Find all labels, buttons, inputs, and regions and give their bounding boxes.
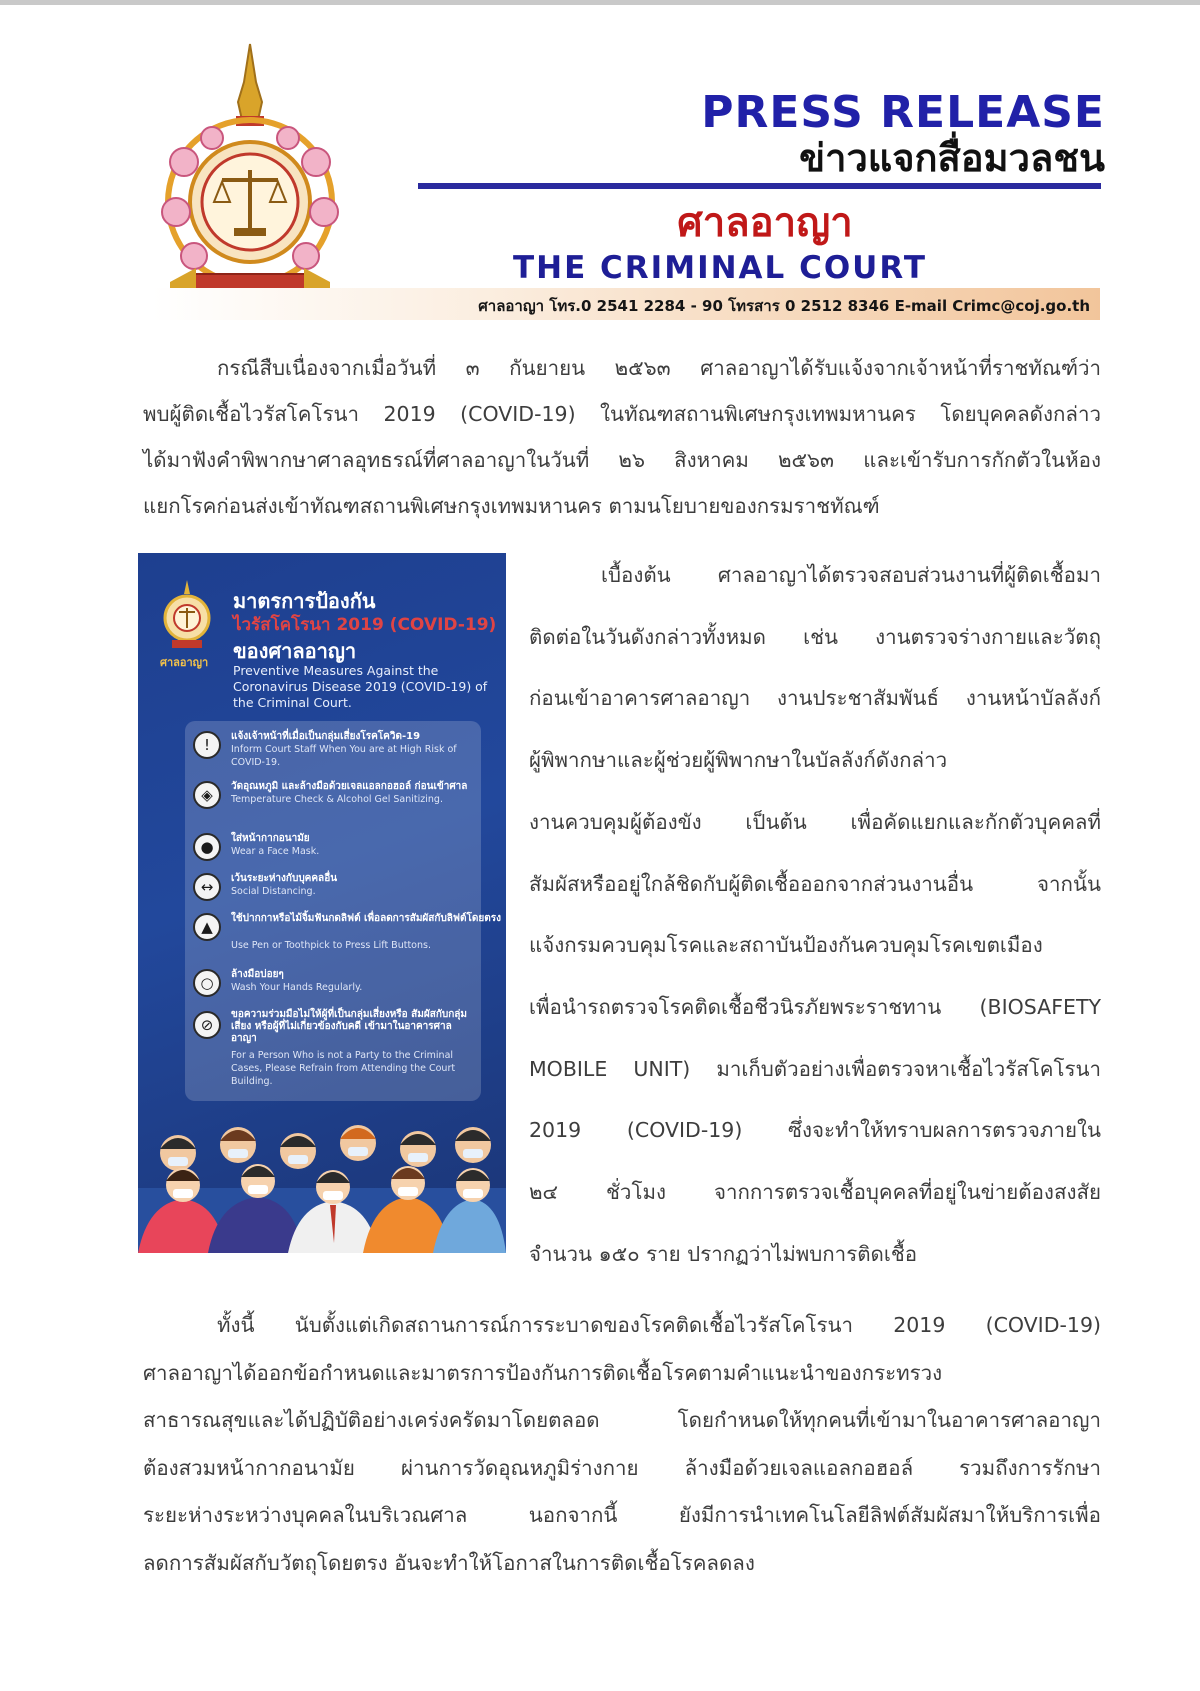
paragraph-line: 2019 (COVID-19) ซึ่งจะทำให้ทราบผลการตรวจภายใน <box>529 1118 1101 1143</box>
paragraph-line: กรณีสืบเนื่องจากเมื่อวันที่ ๓ กันยายน ๒๕๖๓ ศาลอาญาได้รับแจ้งจากเจ้าหน้าที่ราชทัณฑ์ว่า <box>217 356 1101 380</box>
court-emblem-icon <box>150 42 350 322</box>
paragraph-line: สัมผัสหรืออยู่ใกล้ชิดกับผู้ติดเชื้อออกจากส่วนงานอื่น จากนั้น <box>529 871 1101 896</box>
paragraph-line: ก่อนเข้าอาคารศาลอาญา งานประชาสัมพันธ์ งานหน้าบัลลังก์ <box>529 686 1101 711</box>
contact-info: ศาลอาญา โทร.0 2541 2284 - 90 โทรสาร 0 2512 8346 E-mail Crimc@coj.go.th <box>478 297 1090 315</box>
measure-thai: ขอความร่วมมือไม่ให้ผู้ที่เป็นกลุ่มเสี่ยงหรือ สัมผัสกับกลุ่มเสี่ยง หรือผู้ที่ไม่เกี่ยวข้องกับคดี เข้ามาในอาคารศาลอาญา <box>231 1009 468 1044</box>
measure-english: Wash Your Hands Regularly. <box>231 982 363 993</box>
measure-english: Inform Court Staff When You are at High Risk of COVID-19. <box>231 744 457 768</box>
social-distance-icon: ↔ <box>193 873 221 901</box>
paragraph-line: เบื้องต้น ศาลอาญาได้ตรวจสอบส่วนงานที่ผู้ติดเชื้อมา <box>601 563 1101 587</box>
paragraph-line: ต้องสวมหน้ากากอนามัย ผ่านการวัดอุณหภูมิร่างกาย ล้างมือด้วยเจลแอลกอฮอล์ รวมถึงการรักษา <box>143 1455 1101 1480</box>
paragraph-1 <box>143 345 1101 529</box>
measure-thai: เว้นระยะห่างกับบุคคลอื่น <box>231 873 338 884</box>
paragraph-line: งานควบคุมผู้ต้องขัง เป็นต้น เพื่อคัดแยกและกักตัวบุคคลที่ <box>529 809 1101 834</box>
paragraph-line: จำนวน ๑๕๐ ราย ปรากฏว่าไม่พบการติดเชื้อ <box>529 1241 918 1266</box>
paragraph-line: ได้มาฟังคำพิพากษาศาลอุทธรณ์ที่ศาลอาญาในวันที่ ๒๖ สิงหาคม ๒๕๖๓ และเข้ารับการกักตัวในห้อง <box>143 448 1101 472</box>
elevator-button-icon: ▲ <box>193 913 221 941</box>
court-name-thai: ศาลอาญา <box>677 200 853 246</box>
thermometer-icon: ◈ <box>193 781 221 809</box>
top-border <box>0 0 1200 5</box>
paragraph-line: แยกโรคก่อนส่งเข้าทัณฑสถานพิเศษกรุงเทพมหานคร ตามนโยบายของกรมราชทัณฑ์ <box>143 494 880 518</box>
paragraph-2 <box>529 545 1101 1285</box>
court-name-english: THE CRIMINAL COURT <box>513 250 927 286</box>
measure-english: Wear a Face Mask. <box>231 846 320 857</box>
poster-title-line-3: ของศาลอาญา <box>233 639 357 663</box>
paragraph-line: เพื่อนำรถตรวจโรคติดเชื้อชีวนิรภัยพระราชทาน (BIOSAFETY <box>529 994 1101 1019</box>
paragraph-line: ๒๔ ชั่วโมง จากการตรวจเชื้อบุคคลที่อยู่ในข่ายต้องสงสัย <box>529 1180 1101 1205</box>
measure-thai: ล้างมือบ่อยๆ <box>231 969 284 980</box>
paragraph-3 <box>143 1302 1101 1587</box>
paragraph-line: MOBILE UNIT) มาเก็บตัวอย่างเพื่อตรวจหาเชื้อไวรัสโคโรนา <box>529 1056 1101 1081</box>
poster-measures-list <box>185 721 501 1101</box>
measure-english: Temperature Check & Alcohol Gel Sanitizing. <box>231 794 443 805</box>
poster-emblem-caption: ศาลอาญา <box>160 656 209 669</box>
prevention-poster <box>138 553 506 1253</box>
poster-title-line-2: ไวรัสโคโรนา 2019 (COVID-19) <box>233 615 497 635</box>
measure-english: Use Pen or Toothpick to Press Lift Buttons. <box>231 940 431 951</box>
measure-thai: ใช้ปากกาหรือไม้จิ้มฟันกดลิฟต์ เพื่อลดการสัมผัสกับลิฟต์โดยตรง <box>231 913 501 924</box>
warning-icon: ! <box>193 731 221 759</box>
press-release-title: PRESS RELEASE <box>701 87 1105 138</box>
paragraph-line: แจ้งกรมควบคุมโรคและสถาบันป้องกันควบคุมโรคเขตเมือง <box>529 933 1043 958</box>
paragraph-line: สาธารณสุขและได้ปฏิบัติอย่างเคร่งครัดมาโดยตลอด โดยกำหนดให้ทุกคนที่เข้ามาในอาคารศาลอาญา <box>143 1408 1101 1432</box>
paragraph-line: ผู้พิพากษาและผู้ช่วยผู้พิพากษาในบัลลังก์ดังกล่าว <box>529 748 948 773</box>
no-entry-icon: ⊘ <box>193 1011 221 1039</box>
measure-thai: วัดอุณหภูมิ และล้างมือด้วยเจลแอลกอฮอล์ ก่อนเข้าศาล <box>231 781 468 792</box>
press-release-title-thai: ข่าวแจกสื่อมวลชน <box>799 136 1105 180</box>
paragraph-line: ติดต่อในวันดังกล่าวทั้งหมด เช่น งานตรวจร่างกายและวัตถุ <box>529 624 1101 649</box>
crowd-illustration <box>138 1093 506 1253</box>
measure-english: For a Person Who is not a Party to the Criminal Cases, Please Refrain from Attending the Court Building. <box>231 1050 456 1087</box>
contact-band <box>152 288 1100 320</box>
court-emblem-icon <box>158 580 216 650</box>
measure-thai: ใส่หน้ากากอนามัย <box>231 833 310 844</box>
paragraph-line: พบผู้ติดเชื้อไวรัสโคโรนา 2019 (COVID-19) ในทัณฑสถานพิเศษกรุงเทพมหานคร โดยบุคคลดังกล่าว <box>143 402 1101 426</box>
poster-title-line-1: มาตรการป้องกัน <box>233 589 376 613</box>
paragraph-line: ลดการสัมผัสกับวัตถุโดยตรง อันจะทำให้โอกาสในการติดเชื้อโรคลดลง <box>143 1550 755 1575</box>
poster-title-english: Preventive Measures Against the Coronavirus Disease 2019 (COVID-19) of the Criminal Court. <box>233 663 488 710</box>
paragraph-line: ทั้งนี้ นับตั้งแต่เกิดสถานการณ์การระบาดของโรคติดเชื้อไวรัสโคโรนา 2019 (COVID-19) <box>217 1313 1101 1337</box>
paragraph-line: ศาลอาญาได้ออกข้อกำหนดและมาตรการป้องกันการติดเชื้อโรคตามคำแนะนำของกระทรวง <box>143 1360 943 1385</box>
face-mask-icon: ● <box>193 833 221 861</box>
measure-thai: แจ้งเจ้าหน้าที่เมื่อเป็นกลุ่มเสี่ยงโรคโควิด-19 <box>231 731 421 742</box>
measure-english: Social Distancing. <box>231 886 316 897</box>
header-divider <box>418 183 1101 189</box>
hand-wash-icon: ○ <box>193 969 221 997</box>
paragraph-line: ระยะห่างระหว่างบุคคลในบริเวณศาล นอกจากนี้ ยังมีการนำเทคโนโลยีลิฟต์สัมผัสมาให้บริการเพื่อ <box>143 1503 1101 1527</box>
